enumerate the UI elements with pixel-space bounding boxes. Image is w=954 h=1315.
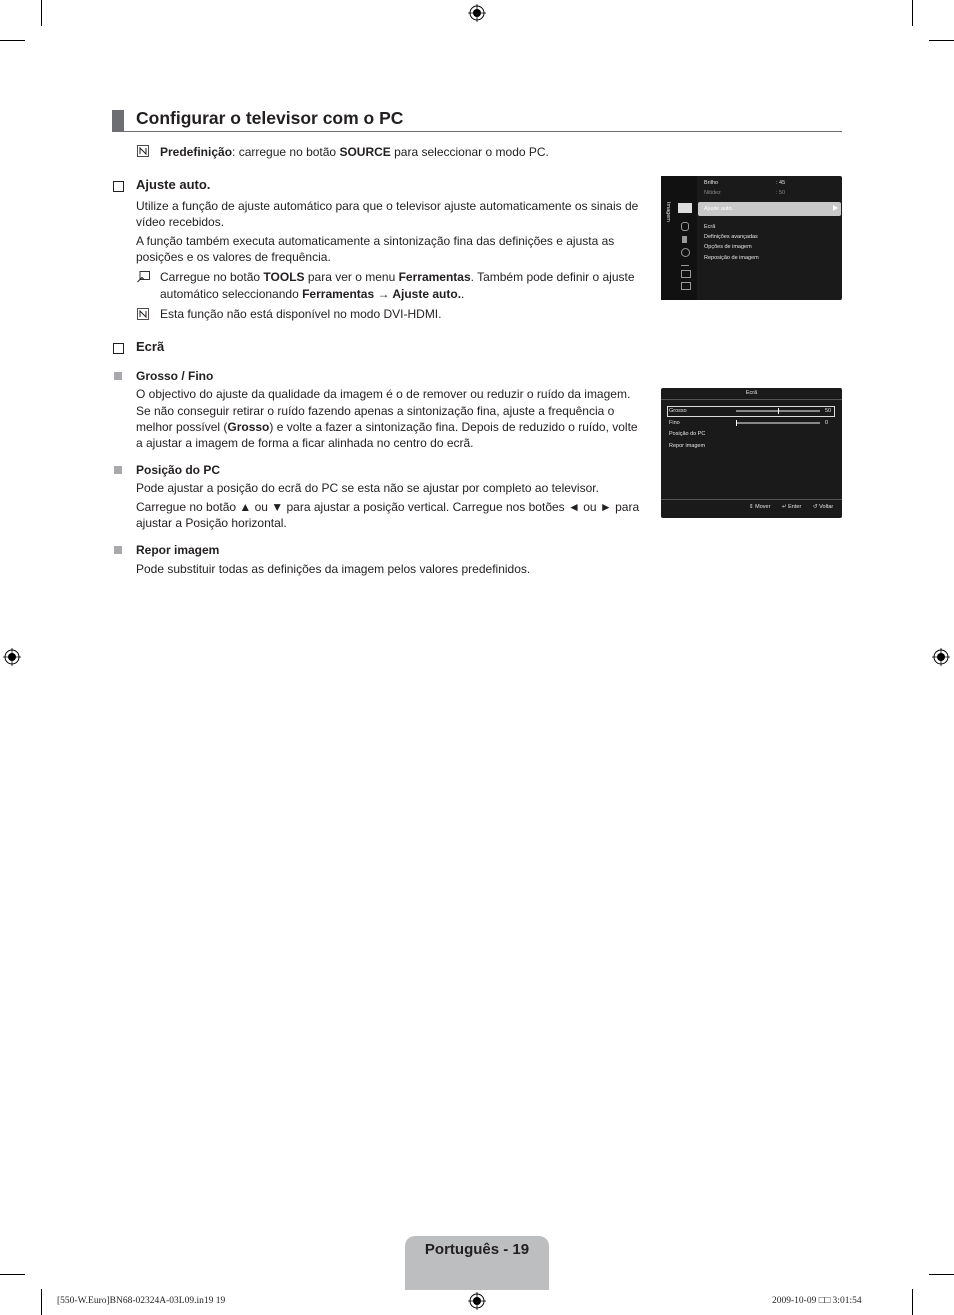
page-number: Português - 19 [424, 1241, 530, 1258]
print-slug-left: [550-W.Euro]BN68-02324A-03L09.in19 19 [57, 1296, 226, 1306]
ajuste-p2-line1: A função também executa automaticamente a sintonização fina das definições e ajusta as [136, 234, 615, 248]
posicao-line1: Pode ajustar a posição do ecrã do PC se esta não se ajustar por completo ao televisor. [136, 481, 599, 495]
menu-brilho: Brilho [704, 180, 719, 186]
menu-item[interactable]: Ecrã [704, 224, 716, 230]
crop-mark [0, 40, 25, 41]
square-bullet-icon [114, 546, 122, 554]
grosso-line3-c: ) e volte a fazer a sintonização fina. Depois de reduzido o ruído, volte [269, 420, 638, 434]
tools-text-g: Ferramentas → Ajuste auto. [302, 287, 462, 301]
intro-note [160, 144, 549, 161]
checkbox-bullet-icon [113, 181, 124, 192]
grosso-line3-b: Grosso [227, 420, 270, 434]
repor-title: Repor imagem [136, 543, 220, 557]
enter-label: Enter [788, 504, 802, 510]
posicao-line3: ajustar a Posição horizontal. [136, 516, 287, 530]
grosso-line2: Se não conseguir retirar o ruído fazendo apenas a sintonização fina, ajuste a frequência o [136, 404, 615, 418]
note-icon [137, 145, 149, 157]
ajuste-p1-line2: vídeo recebidos. [136, 215, 225, 229]
tools-text-a: Carregue no botão [160, 270, 264, 284]
screen2-title: Ecrã [745, 390, 758, 396]
grosso-line4: a ajustar a imagem de forma a ficar alinhada no centro do ecrã. [136, 436, 474, 450]
posicao-title: Posição do PC [136, 463, 221, 477]
grosso-value: 50 [825, 408, 832, 414]
square-bullet-icon [114, 372, 122, 380]
menu-sidebar [661, 176, 697, 300]
menu-item[interactable]: Definições avançadas [704, 234, 758, 240]
tv-menu-screenshot-ecra [661, 388, 842, 518]
input-icon [681, 260, 689, 266]
grosso-slider-thumb[interactable] [778, 408, 779, 414]
enter-hint: ↵ Enter [782, 504, 802, 510]
repor-line1: Pode substituir todas as definições da imagem pelos valores predefinidos. [136, 562, 531, 576]
posicao-item[interactable]: Posição do PC [669, 431, 706, 437]
menu-item[interactable]: Opções de imagem [704, 244, 752, 250]
sound-icon [681, 222, 689, 231]
tools-text-c: para ver o menu [304, 270, 399, 284]
mover-hint: ⇕ Mover [749, 504, 771, 510]
grosso-fino-title: Grosso / Fino [136, 369, 214, 383]
note-icon [137, 308, 149, 320]
square-bullet-icon [114, 466, 122, 474]
crop-mark [41, 1289, 42, 1315]
page-title: Configurar o televisor com o PC [136, 108, 404, 128]
support-icon [681, 282, 691, 290]
tools-text-e: . Também pode definir o ajuste [470, 270, 635, 284]
repor-item[interactable]: Repor imagem [669, 443, 706, 449]
menu-item[interactable]: Reposição de imagem [704, 255, 759, 261]
grosso-line3 [136, 419, 638, 436]
tools-text-f: automático seleccionando [160, 287, 303, 301]
ajuste-p2-line2: posições e os valores de frequência. [136, 250, 331, 264]
tools-icon [137, 271, 150, 283]
intro-note-text: : carregue no botão [232, 145, 340, 159]
channel-icon [682, 236, 687, 243]
ecra-title: Ecrã [136, 339, 165, 354]
crop-mark [912, 1289, 913, 1315]
heading-rule [112, 131, 842, 132]
tv-menu-screenshot-imagem [661, 176, 842, 300]
divider [661, 499, 842, 500]
fino-label[interactable]: Fino [669, 420, 680, 426]
menu-nitidez: Nitidez [704, 190, 721, 196]
tools-text-d: Ferramentas [398, 270, 471, 284]
fino-slider-thumb[interactable] [736, 420, 737, 426]
tools-text-b: TOOLS [263, 270, 305, 284]
checkbox-bullet-icon [113, 343, 124, 354]
mover-label: Mover [755, 504, 771, 510]
section-marker [112, 110, 124, 131]
intro-note-source: SOURCE [339, 145, 391, 159]
tools-text-h: . [461, 287, 465, 301]
menu-nitidez-value: : 50 [776, 190, 786, 196]
fino-value: 0 [825, 420, 829, 426]
menu-ajuste-auto[interactable]: Ajuste auto. [704, 206, 734, 212]
crop-mark [41, 0, 42, 26]
picture-icon [678, 203, 692, 213]
crop-mark [929, 40, 954, 41]
intro-note-text2: para seleccionar o modo PC. [390, 145, 549, 159]
divider [661, 399, 842, 400]
voltar-label: Voltar [819, 504, 834, 510]
print-slug-right: 2009-10-09 □□ 3:01:54 [772, 1296, 862, 1306]
registration-mark-icon [468, 1292, 486, 1310]
posicao-line2: Carregue no botão ▲ ou ▼ para ajustar a posição vertical. Carregue nos botões ◄ ou ► para [136, 500, 640, 514]
voltar-hint: ↺ Voltar [813, 504, 834, 510]
ajuste-title: Ajuste auto. [136, 177, 211, 192]
setup-icon [681, 248, 690, 257]
ajuste-note: Esta função não está disponível no modo DVI-HDMI. [160, 307, 442, 321]
crop-mark [0, 1274, 25, 1275]
registration-mark-icon [468, 4, 486, 22]
registration-mark-icon [932, 648, 950, 666]
fino-slider[interactable] [736, 422, 820, 424]
tools-line2 [160, 286, 464, 303]
crop-mark [912, 0, 913, 26]
menu-brilho-value: : 45 [776, 180, 786, 186]
intro-note-bold: Predefinição [160, 145, 233, 159]
grosso-label: Grosso [669, 408, 687, 414]
application-icon [681, 270, 691, 278]
arrow-right-icon [833, 205, 838, 211]
registration-mark-icon [3, 648, 21, 666]
tools-line1 [160, 269, 635, 286]
crop-mark [929, 1274, 954, 1275]
grosso-line3-a: melhor possível ( [136, 420, 228, 434]
ajuste-p1-line1: Utilize a função de ajuste automático para que o televisor ajuste automaticamente os sinais de [136, 199, 639, 213]
sidebar-label: Imagem [665, 202, 671, 222]
grosso-line1: O objectivo do ajuste da qualidade da imagem é o de remover ou reduzir o ruído da imagem. [136, 387, 631, 401]
